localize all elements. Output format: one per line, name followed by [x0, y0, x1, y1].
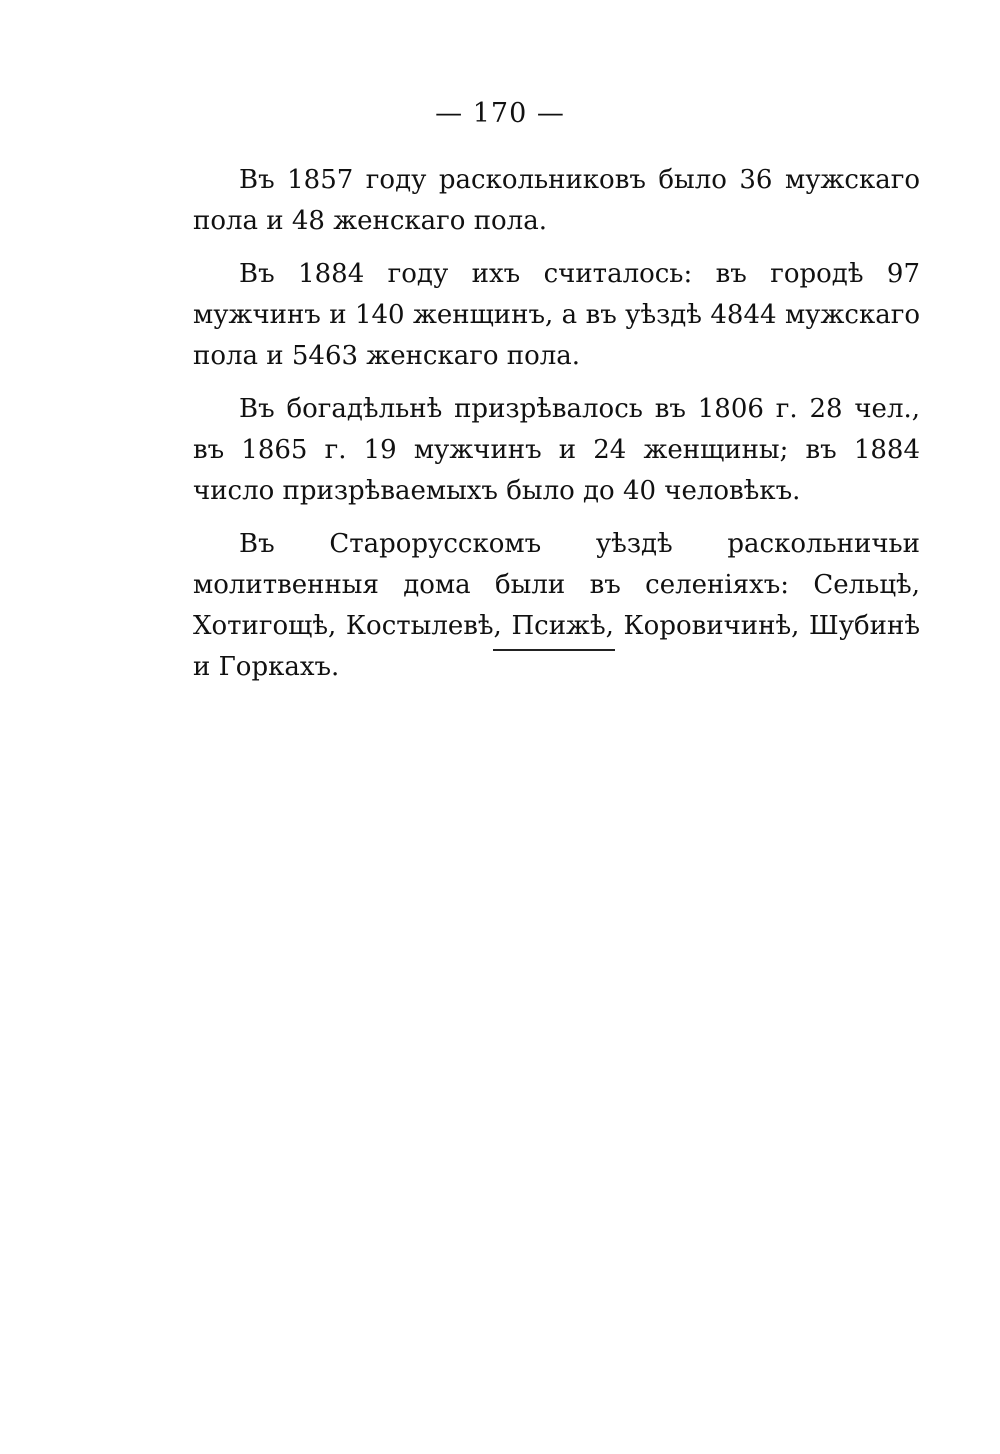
paragraph-1: Въ 1857 году раскольниковъ было 36 мужскаго пола и 48 женскаго пола.	[193, 165, 920, 236]
page-number: — 170 —	[435, 98, 565, 129]
text-block	[193, 160, 920, 700]
end-rule	[493, 649, 615, 651]
paragraph-3: Въ богадѣльнѣ призрѣвалось въ 1806 г. 28 чел., въ 1865 г. 19 мужчинъ и 24 женщины; въ 1884 число призрѣваемыхъ было до 40 человѣкъ.	[193, 394, 920, 506]
paragraph-4: Въ Старорусскомъ уѣздѣ раскольничьи молитвенныя дома были въ селеніяхъ: Сельцѣ, Хотигощѣ, Костылевѣ, Псижѣ, Коровичинѣ, Шубинѣ и Горкахъ.	[193, 529, 920, 682]
paragraph-2: Въ 1884 году ихъ считалось: въ городѣ 97 мужчинъ и 140 женщинъ, а въ уѣздѣ 4844 мужскаго пола и 5463 женскаго пола.	[193, 259, 920, 371]
